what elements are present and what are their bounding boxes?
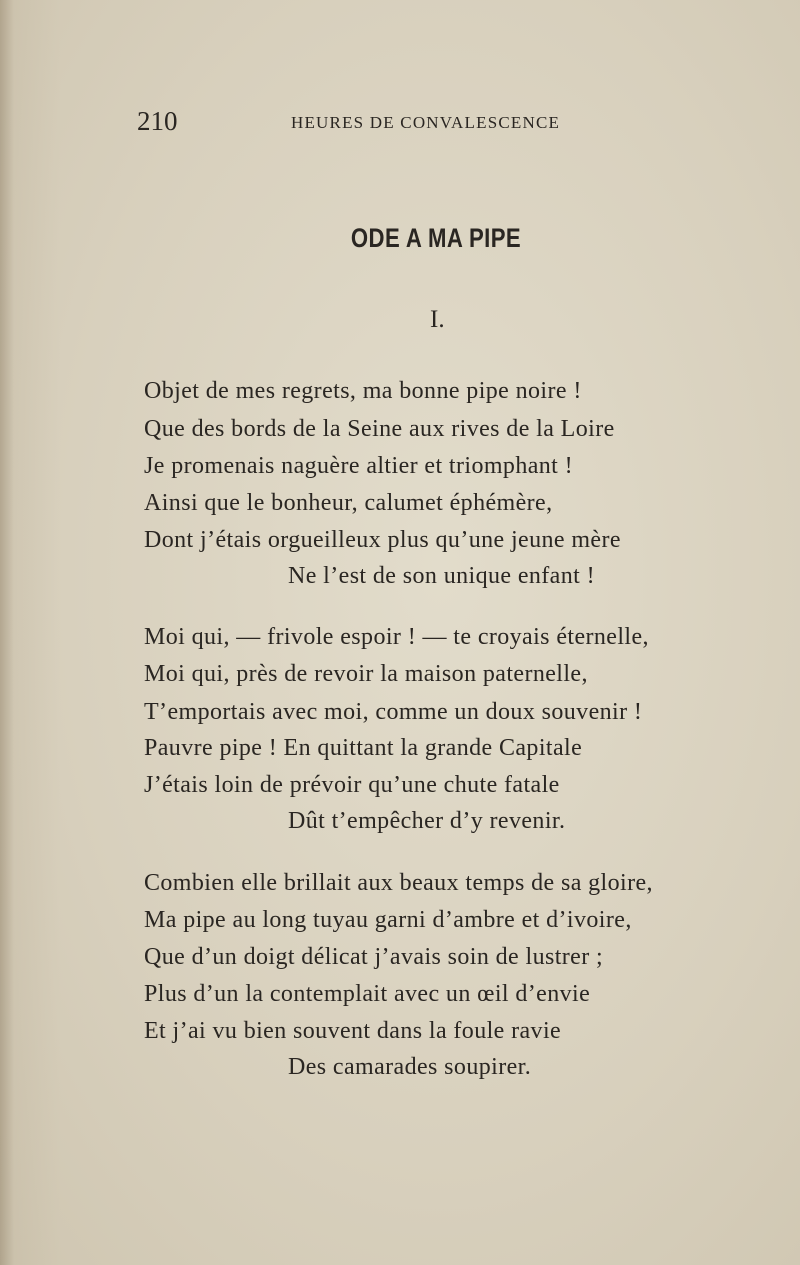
verse-line: Moi qui, près de revoir la maison paternelle, <box>144 661 588 687</box>
verse-line: Que des bords de la Seine aux rives de la Loire <box>144 416 615 442</box>
verse-line: T’emportais avec moi, comme un doux souvenir ! <box>144 699 643 725</box>
verse-line: Que d’un doigt délicat j’avais soin de lustrer ; <box>144 944 604 970</box>
verse-line: Des camarades soupirer. <box>288 1054 532 1080</box>
verse-line: Plus d’un la contemplait avec un œil d’envie <box>144 981 591 1007</box>
verse-line: Pauvre pipe ! En quittant la grande Capitale <box>144 735 583 761</box>
verse-line: Ne l’est de son unique enfant ! <box>288 563 595 589</box>
page-header <box>0 106 800 146</box>
running-head: HEURES DE CONVALESCENCE <box>291 113 561 132</box>
page-number: 210 <box>137 106 178 136</box>
poem-title: ODE A MA PIPE <box>350 223 522 253</box>
verse-line: Dût t’empêcher d’y revenir. <box>288 808 566 834</box>
verse-line: Ma pipe au long tuyau garni d’ambre et d’ivoire, <box>144 907 632 933</box>
verse-line: Moi qui, — frivole espoir ! — te croyais éternelle, <box>144 624 649 650</box>
verse-line: Combien elle brillait aux beaux temps de sa gloire, <box>144 870 653 896</box>
section-number: I. <box>430 306 445 333</box>
verse-line: Objet de mes regrets, ma bonne pipe noire ! <box>144 378 582 404</box>
verse-line: Ainsi que le bonheur, calumet éphémère, <box>144 490 553 516</box>
verse-line: Dont j’étais orgueilleux plus qu’une jeune mère <box>144 527 621 553</box>
verse-line: Je promenais naguère altier et triomphant ! <box>144 453 574 479</box>
verse-line: J’étais loin de prévoir qu’une chute fatale <box>144 772 560 798</box>
verse-line: Et j’ai vu bien souvent dans la foule ravie <box>144 1018 562 1044</box>
